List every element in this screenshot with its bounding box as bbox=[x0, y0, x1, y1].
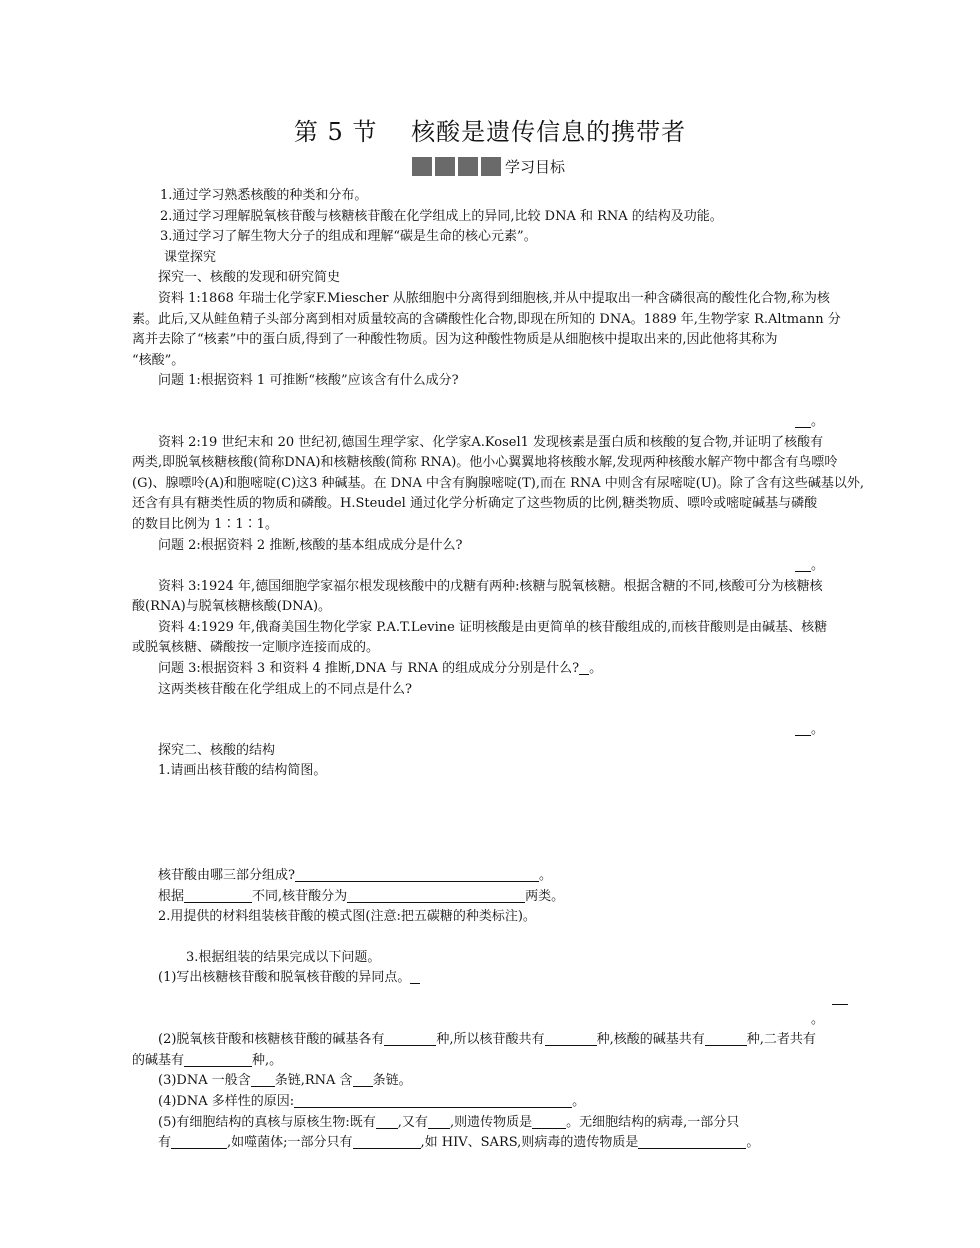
answer-blank[interactable] bbox=[184, 888, 252, 903]
explore-2-item-3: 3.根据组装的结果完成以下问题。 bbox=[186, 949, 381, 965]
answer-blank[interactable] bbox=[171, 1134, 227, 1149]
answer-blank[interactable] bbox=[705, 1031, 747, 1046]
answer-blank[interactable] bbox=[184, 1052, 252, 1067]
answer-line-q1[interactable]: 。 bbox=[132, 412, 852, 433]
material-1-line-4: “核酸”。 bbox=[132, 352, 185, 368]
sub-question-2-cont: 的碱基有 种,。 bbox=[132, 1052, 283, 1068]
sub-question-5-cont: 有 ,如噬菌体;一部分只有 ,如 HIV、SARS,则病毒的遗传物质是 。 bbox=[158, 1135, 760, 1151]
explore-2-heading: 探究二、核酸的结构 bbox=[158, 742, 276, 758]
answer-blank[interactable] bbox=[795, 557, 811, 572]
material-4-line-2: 或脱氧核糖、磷酸按一定顺序连接而成的。 bbox=[132, 640, 380, 656]
answer-blank[interactable] bbox=[532, 1114, 566, 1129]
sub-question-1: (1)写出核糖核苷酸和脱氧核苷酸的异同点。 bbox=[132, 968, 852, 989]
answer-blank[interactable] bbox=[376, 1114, 398, 1129]
answer-blank[interactable] bbox=[832, 990, 848, 1005]
question-1: 问题 1:根据资料 1 可推断“核酸”应该含有什么成分? bbox=[158, 373, 459, 389]
section-title: 第 5 节 核酸是遗传信息的携带者 bbox=[293, 118, 687, 146]
material-4-line-1: 资料 4:1929 年,俄裔美国生物化学家 P.A.T.Levine 证明核酸是由更简单的核苷酸组成的,而核苷酸则是由碱基、核糖 bbox=[158, 619, 828, 635]
sub-question-3: (3)DNA 一般含 条链,RNA 含 条链。 bbox=[158, 1073, 412, 1089]
goal-3: 3.通过学习了解生物大分子的组成和理解“碳是生命的核心元素”。 bbox=[160, 229, 537, 245]
sub-question-4: (4)DNA 多样性的原因: 。 bbox=[158, 1093, 586, 1109]
banner-label: 学习目标 bbox=[505, 157, 566, 176]
explore-1-heading: 探究一、核酸的发现和研究简史 bbox=[158, 270, 341, 286]
question-3b: 这两类核苷酸在化学组成上的不同点是什么? bbox=[158, 681, 412, 697]
sub-question-2: (2)脱氧核苷酸和核糖核苷酸的碱基各有 种,所以核苷酸共有 种,核酸的碱基共有 种,二者共有 bbox=[158, 1032, 816, 1048]
answer-blank[interactable] bbox=[638, 1134, 746, 1149]
answer-blank[interactable] bbox=[294, 1093, 572, 1108]
explore-2-item-2: 2.用提供的材料组装核苷酸的模式图(注意:把五碳糖的种类标注)。 bbox=[158, 909, 536, 925]
banner-blocks-decoration bbox=[412, 157, 501, 176]
answer-blank[interactable] bbox=[251, 1072, 275, 1087]
question-2: 问题 2:根据资料 2 推断,核酸的基本组成成分是什么? bbox=[158, 537, 463, 553]
learning-goals-banner bbox=[412, 155, 565, 177]
nucleotide-parts-question: 核苷酸由哪三部分组成? 。 bbox=[158, 868, 552, 884]
answer-blank[interactable] bbox=[795, 721, 811, 736]
question-3: 问题 3:根据资料 3 和资料 4 推断,DNA 与 RNA 的组成成分分别是什么? 。 bbox=[158, 661, 603, 677]
class-exploration-heading: 课堂探究 bbox=[164, 249, 217, 265]
goal-2: 2.通过学习理解脱氧核苷酸与核糖核苷酸在化学组成上的异同,比较 DNA 和 RNA 的结构及功能。 bbox=[160, 208, 723, 224]
answer-blank[interactable] bbox=[353, 1072, 373, 1087]
material-2-line-5: 的数目比例为 1∶1∶1。 bbox=[132, 516, 278, 532]
drawing-area[interactable] bbox=[132, 782, 852, 866]
answer-blank[interactable] bbox=[545, 1031, 597, 1046]
material-2-line-3: (G)、腺嘌呤(A)和胞嘧啶(C)这3 种碱基。在 DNA 中含有胸腺嘧啶(T),而在 RNA 中则含有尿嘧啶(U)。除了含有这些碱基以外, bbox=[132, 475, 864, 491]
answer-blank[interactable] bbox=[428, 1114, 450, 1129]
answer-line-q2[interactable]: 。 bbox=[132, 556, 852, 577]
material-2-line-2: 两类,即脱氧核糖核酸(简称DNA)和核糖核酸(简称 RNA)。他小心翼翼地将核酸水解,发现两种核酸水解产物中都含有鸟嘌呤 bbox=[132, 455, 838, 471]
material-2-line-1: 资料 2:19 世纪末和 20 世纪初,德国生理学家、化学家A.Kosel1 发现核素是蛋白质和核酸的复合物,并证明了核酸有 bbox=[158, 434, 824, 450]
material-1-line-2: 素。此后,又从鲑鱼精子头部分离到相对质量较高的含磷酸性化合物,即现在所知的 DNA。1889 年,生物学家 R.Altmann 分 bbox=[132, 311, 841, 327]
answer-blank[interactable] bbox=[384, 1031, 436, 1046]
answer-blank[interactable] bbox=[353, 1134, 421, 1149]
answer-blank[interactable] bbox=[579, 660, 589, 675]
material-3-line-2: 酸(RNA)与脱氧核糖核酸(DNA)。 bbox=[132, 599, 332, 615]
answer-blank[interactable] bbox=[410, 969, 420, 984]
worksheet-body bbox=[132, 186, 864, 1154]
answer-blank[interactable] bbox=[795, 413, 811, 428]
answer-line-p1b[interactable]: 。 bbox=[810, 1011, 824, 1027]
material-3-line-1: 资料 3:1924 年,德国细胞学家福尔根发现核酸中的戊糖有两种:核糖与脱氧核糖。根据含糖的不同,核酸可分为核糖核 bbox=[158, 578, 823, 594]
material-1-line-1: 资料 1:1868 年瑞士化学家F.Miescher 从脓细胞中分离得到细胞核,并从中提取出一种含磷很高的酸性化合物,称为核 bbox=[158, 290, 830, 306]
nucleotide-classify-question: 根据 不同,核苷酸分为 两类。 bbox=[158, 888, 565, 904]
answer-blank[interactable] bbox=[295, 867, 539, 882]
material-1-line-3: 离并去除了“核素”中的蛋白质,得到了一种酸性物质。因为这种酸性物质是从细胞核中提取出来的,因此他将其称为 bbox=[132, 332, 778, 348]
explore-2-item-1: 1.请画出核苷酸的结构简图。 bbox=[158, 763, 327, 779]
sub-question-5: (5)有细胞结构的真核与原核生物:既有 ,又有 ,则遗传物质是 。无细胞结构的病毒,一部分只 bbox=[158, 1114, 740, 1130]
answer-line-p1a[interactable] bbox=[132, 989, 852, 1010]
goal-1: 1.通过学习熟悉核酸的种类和分布。 bbox=[160, 188, 368, 203]
answer-line-q3b[interactable]: 。 bbox=[132, 720, 852, 741]
answer-blank[interactable] bbox=[347, 888, 525, 903]
material-2-line-4: 还含有具有糖类性质的物质和磷酸。H.Steudel 通过化学分析确定了这些物质的比例,糖类物质、嘌呤或嘧啶碱基与磷酸 bbox=[132, 496, 818, 512]
